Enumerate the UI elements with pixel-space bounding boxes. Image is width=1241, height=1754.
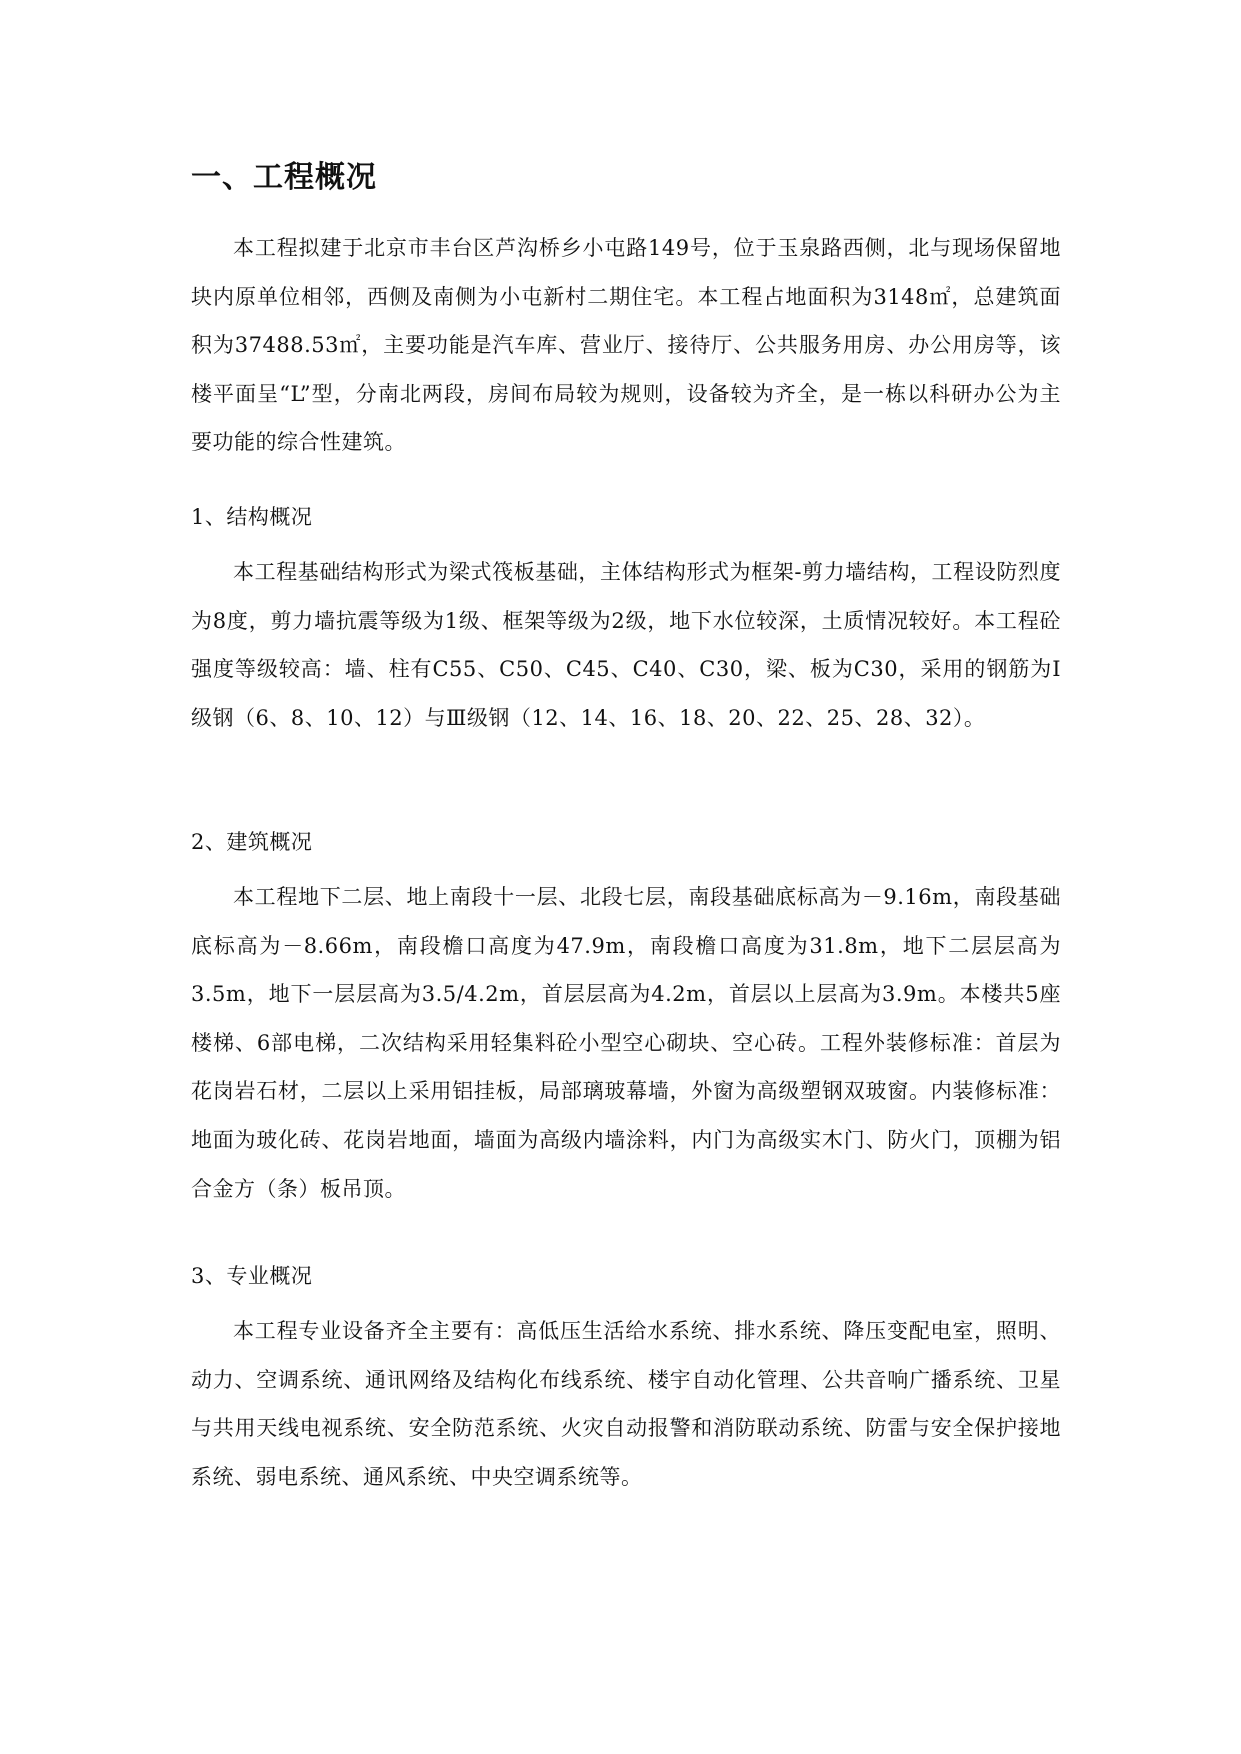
section-body-structure: 本工程基础结构形式为梁式筏板基础，主体结构形式为框架-剪力墙结构，工程设防烈度为8度，剪力墙抗震等级为1级、框架等级为2级，地下水位较深，土质情况较好。本工程砼强度等级较高：墙、柱有C55、C50、C45、C40、C30，梁、板为C30，采用的钢筋为Ⅰ级钢（6、8、10、12）与Ⅲ级钢（12、14、16、18、20、22、25、28、32）。 <box>191 560 1061 730</box>
section-heading-structure: 1、结构概况 <box>191 505 313 529</box>
section-heading-specialty: 3、专业概况 <box>191 1264 313 1288</box>
page-title: 一、工程概况 <box>191 160 377 195</box>
section-body-specialty: 本工程专业设备齐全主要有：高低压生活给水系统、排水系统、降压变配电室，照明、动力、空调系统、通讯网络及结构化布线系统、楼宇自动化管理、公共音响广播系统、卫星与共用天线电视系统、安全防范系统、火灾自动报警和消防联动系统、防雷与安全保护接地系统、弱电系统、通风系统、中央空调系统等。 <box>191 1319 1061 1489</box>
intro-paragraph: 本工程拟建于北京市丰台区芦沟桥乡小屯路149号，位于玉泉路西侧，北与现场保留地块内原单位相邻，西侧及南侧为小屯新村二期住宅。本工程占地面积为3148㎡，总建筑面积为37488.53㎡，主要功能是汽车库、营业厅、接待厅、公共服务用房、办公用房等，该楼平面呈“L”型，分南北两段，房间布局较为规则，设备较为齐全，是一栋以科研办公为主要功能的综合性建筑。 <box>191 236 1061 455</box>
section-body-architecture: 本工程地下二层、地上南段十一层、北段七层，南段基础底标高为－9.16m，南段基础底标高为－8.66m，南段檐口高度为47.9m，南段檐口高度为31.8m，地下二层层高为3.5m，地下一层层高为3.5/4.2m，首层层高为4.2m，首层以上层高为3.9m。本楼共5座楼梯、6部电梯，二次结构采用轻集料砼小型空心砌块、空心砖。工程外装修标准：首层为花岗岩石材，二层以上采用铝挂板，局部璃玻幕墙，外窗为高级塑钢双玻窗。内装修标准：地面为玻化砖、花岗岩地面，墙面为高级内墙涂料，内门为高级实木门、防火门，顶棚为铝合金方（条）板吊顶。 <box>191 885 1061 1201</box>
section-heading-architecture: 2、建筑概况 <box>191 830 313 854</box>
